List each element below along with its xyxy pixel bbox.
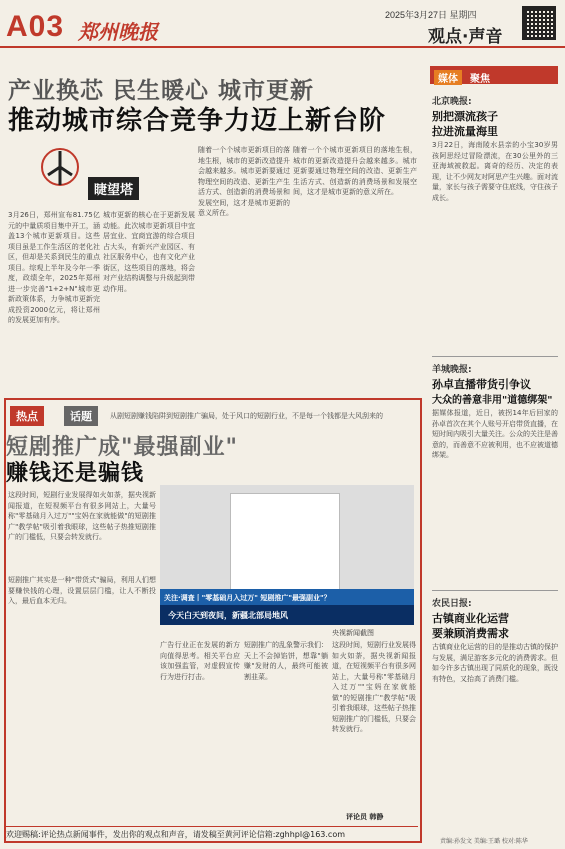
hot-body-5: 这段时间，短剧行业发展得如火如荼，据央视新闻报道，在短视频平台有很多网站上，大量号称"零基础月入过万""宝妈在家就能做"的短剧推广"教学帖"吸引着我眼球，这些帖子热推短剧推广的门槛低，只要会转发就行。: [332, 641, 416, 733]
main-headline: 推动城市综合竞争力迈上新台阶: [8, 106, 387, 136]
item1-title-2: 拉进流量海里: [432, 125, 498, 138]
topic-tag: 话题: [64, 406, 98, 426]
hot-author: 评论员 韩静: [346, 813, 384, 821]
item2-body: 据媒体报道，近日，被拐14年后回家的孙卓首次在其个人账号开启带货直播，在短时间内吸引大量关注。公众的关注是善意的，而善意不应被利用，也不应被道德绑架。: [432, 409, 558, 459]
divider: [432, 590, 558, 591]
source-1: 北京晚报:: [432, 97, 472, 107]
item3-body: 古镇商业化运营的目的是推动古镇的保护与发展，满足游客多元化的消费需求。但如今许多古镇出现了同质化的现象，既没有特色，又抬高了消费门槛。: [432, 643, 558, 683]
item2-title-1: 孙卓直播带货引争议: [432, 378, 531, 391]
qr-code-icon: [522, 6, 556, 40]
divider: [432, 356, 558, 357]
page-number: A03: [6, 10, 65, 43]
article-col-3: 随着一个个城市更新项目的落地生根，城市的更新改造提升会越来越多。城市更新要通过物理空间的改造、更新生产生活方式、创造新的消费场景和发展空间，这才是城市更新的意义所在。: [198, 146, 290, 217]
main-kicker: 产业换芯 民生暖心 城市更新: [8, 77, 315, 104]
submission-note: 欢迎赐稿:评论热点新闻事件，发出你的观点和声音，请发稿至黄河评论信箱:zghhpl@163.com: [6, 826, 418, 840]
item1-title-1: 别把漂流孩子: [432, 110, 498, 123]
item3-title-2: 要兼顾消费需求: [432, 627, 509, 640]
paper-name: 郑州晚报: [78, 20, 158, 44]
media-tag: 媒体: [434, 70, 462, 85]
phone-screen: [230, 493, 340, 603]
focus-tag: 聚焦: [470, 74, 490, 85]
article-col-2: 城市更新的核心在于更新发展动能。此次城市更新项目中宜居宜业、宜商宜游的综合项目占大头，有新兴产业园区、有社区服务中心，也有文化产业街区，这些项目的落地，将会对产业结构调整与升级起到带动作用。: [103, 211, 195, 293]
news-screenshot: [160, 485, 414, 625]
hot-body-1: 这段时间，短剧行业发展得如火如荼，据央视新闻报道，在短视频平台有很多网站上，大量号称"零基础月入过万""宝妈在家就能做"的短剧推广"教学帖"吸引着我眼球，这些帖子热推短剧推广的门槛低，只要会转发就行。: [8, 491, 156, 541]
hot-headline-1: 短剧推广成"最强副业": [6, 434, 238, 460]
item1-body: 3月22日，海南陵水县亲的小宝30岁男孩阿思经过冒险漂流，在30公里外的三亚海域被救起。离奇的经历、决定的表现，让不少网友对阿思产生兴趣。面对流量，家长与孩子需要守住底线，守住孩子成长。: [432, 141, 558, 202]
section-name: 观点·声音: [428, 27, 503, 47]
source-2: 羊城晚报:: [432, 365, 472, 375]
hot-tag: 热点: [10, 406, 44, 426]
hot-headline-2: 赚钱还是骗钱: [6, 460, 145, 486]
hot-lead: 从剧短剧赚钱陷阱到短剧推广骗局，处于风口的短剧行业，不是每一个钱都是大风刮来的: [110, 412, 383, 420]
editor-credits: 责编:孙发文 美编:王璐 校对:陈华: [440, 838, 528, 845]
source-3: 农民日报:: [432, 599, 472, 609]
hot-body-2: 短剧推广其实是一种"带货式"骗局，利用人们想要赚快钱的心理，设置层层门槛，让人不断投入，最后血本无归。: [8, 576, 156, 605]
issue-date: 2025年3月27日 星期四: [385, 10, 477, 20]
columnist-name: 睫望塔: [88, 177, 139, 200]
article-col-1: 3月26日，郑州宣布81.75亿元的中量质项目集中开工，涵盖13个城市更新项目。这些项目虽是工作生活区的老化社区，但却是关系到民生的重点项目。综观上半年及今年一季度，政绩全年，2025年郑州进一步完善"1+2+N"城市更新政策体系，力争城市更新完成投资2000亿元，将让郑州的发展更加有序。: [8, 211, 100, 324]
hot-body-4: 短剧推广的乱象警示我们：天上不会掉馅饼，想靠"躺赚"发财的人，最终可能被割韭菜。: [244, 641, 328, 681]
hot-body-3: 广告行业正在发展的新方向值得思考。相关平台应该加强监管，对虚假宣传行为进行打击。: [160, 641, 240, 681]
article-col-4: 随着一个个城市更新项目的落地生根，城市的更新改造提升会越来越多。城市更新要通过物理空间的改造、更新生产生活方式、创造新的消费场景和发展空间，这才是城市更新的意义所在。: [293, 146, 417, 196]
photo-caption: 央视新闻截图: [332, 629, 374, 637]
item3-title-1: 古镇商业化运营: [432, 612, 509, 625]
item2-title-2: 大众的善意非用"道德绑架": [432, 395, 553, 406]
screen-lower: 今天白天到夜间，新疆北部局地风: [160, 605, 414, 625]
screen-title: 关注·调查丨"零基础月入过万" 短剧推广"最强副业"？: [160, 589, 414, 605]
